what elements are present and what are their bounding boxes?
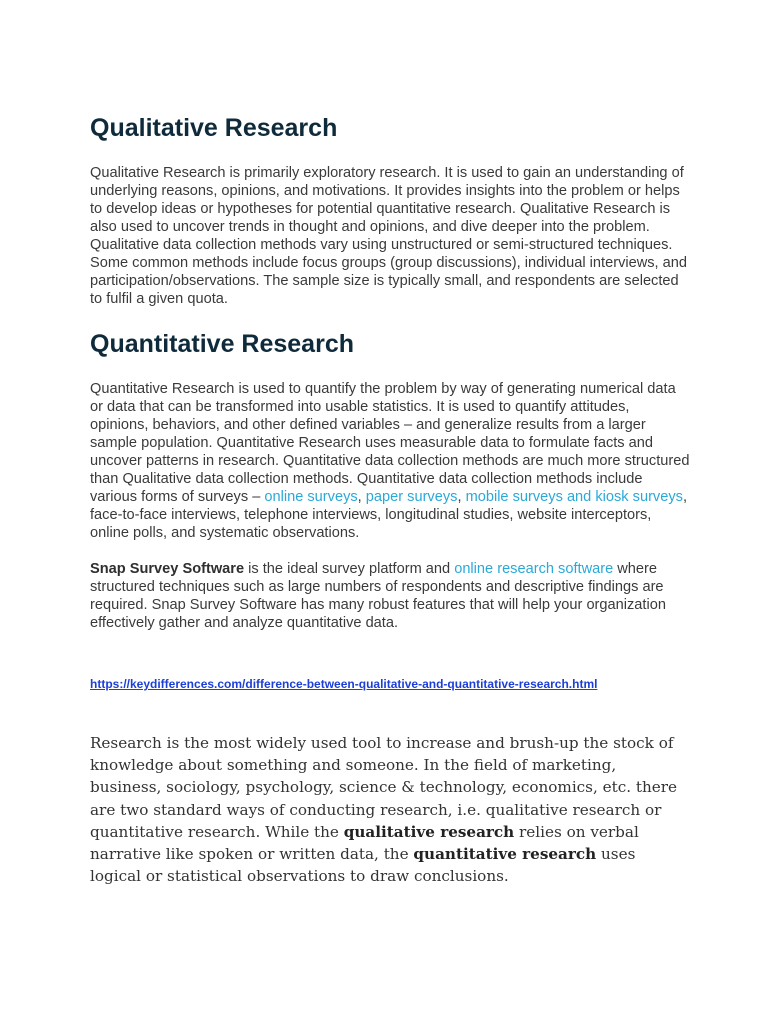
online-surveys-link[interactable]: online surveys xyxy=(264,489,358,505)
snap-text-part2: where structured techniques such as large numbers of respondents and descriptive findings are required. Snap Survey Software has many robust features that will help your organization effectively gather and analyze quantitative data. xyxy=(90,561,666,631)
snap-survey-brand: Snap Survey Software xyxy=(90,561,245,577)
closing-text-part3: uses logical or statistical observations to draw conclusions. xyxy=(90,845,636,886)
separator-comma: , xyxy=(357,489,366,505)
closing-paragraph xyxy=(90,732,680,887)
closing-text-part2: relies on verbal narrative like spoken or written data, the xyxy=(90,822,639,864)
quantitative-research-bold: quantitative research xyxy=(413,845,597,864)
quantitative-research-paragraph xyxy=(90,380,690,542)
reference-url-link[interactable]: https://keydifferences.com/difference-between-qualitative-and-quantitative-research.html xyxy=(90,677,598,691)
closing-text-part1: Research is the most widely used tool to increase and brush-up the stock of knowledge about something and someone. In the field of marketing, business, sociology, psychology, science & technology, economics, etc. there are two standard ways of conducting research, i.e. qualitative research or quantitative research. While the xyxy=(90,734,678,841)
quantitative-text-part2: , face-to-face interviews, telephone interviews, longitudinal studies, website interceptors, online polls, and systematic observations. xyxy=(90,489,687,541)
paper-surveys-link[interactable]: paper surveys xyxy=(365,489,458,505)
qualitative-research-bold: qualitative research xyxy=(343,822,515,841)
online-research-software-link[interactable]: online research software xyxy=(454,561,614,577)
snap-survey-paragraph xyxy=(90,560,690,632)
snap-text-part1: is the ideal survey platform and xyxy=(244,561,455,577)
quantitative-research-heading: Quantitative Research xyxy=(90,330,354,358)
qualitative-research-paragraph: Qualitative Research is primarily exploratory research. It is used to gain an understanding of underlying reasons, opinions, and motivations. It provides insights into the problem or helps to develop ideas or hypotheses for potential quantitative research. Qualitative Research is also used to uncover trends in thought and opinions, and dive deeper into the problem. Qualitative data collection methods vary using unstructured or semi-structured techniques. Some common methods include focus groups (group discussions), individual interviews, and participation/observations. The sample size is typically small, and respondents are selected to fulfil a given quota. xyxy=(90,165,688,307)
separator-comma: , xyxy=(457,489,466,505)
reference-url-line xyxy=(90,676,690,692)
mobile-kiosk-surveys-link[interactable]: mobile surveys and kiosk surveys xyxy=(465,489,683,505)
document-content xyxy=(90,112,690,887)
qualitative-research-heading: Qualitative Research xyxy=(90,114,338,142)
quantitative-text-part1: Quantitative Research is used to quantify the problem by way of generating numerical data or data that can be transformed into usable statistics. It is used to quantify attitudes, opinions, behaviors, and other defined variables – and generalize results from a larger sample population. Quantitative Research uses measurable data to formulate facts and uncover patterns in research. Quantitative data collection methods are much more structured than Qualitative data collection methods. Quantitative data collection methods include various forms of surveys – xyxy=(90,381,690,505)
